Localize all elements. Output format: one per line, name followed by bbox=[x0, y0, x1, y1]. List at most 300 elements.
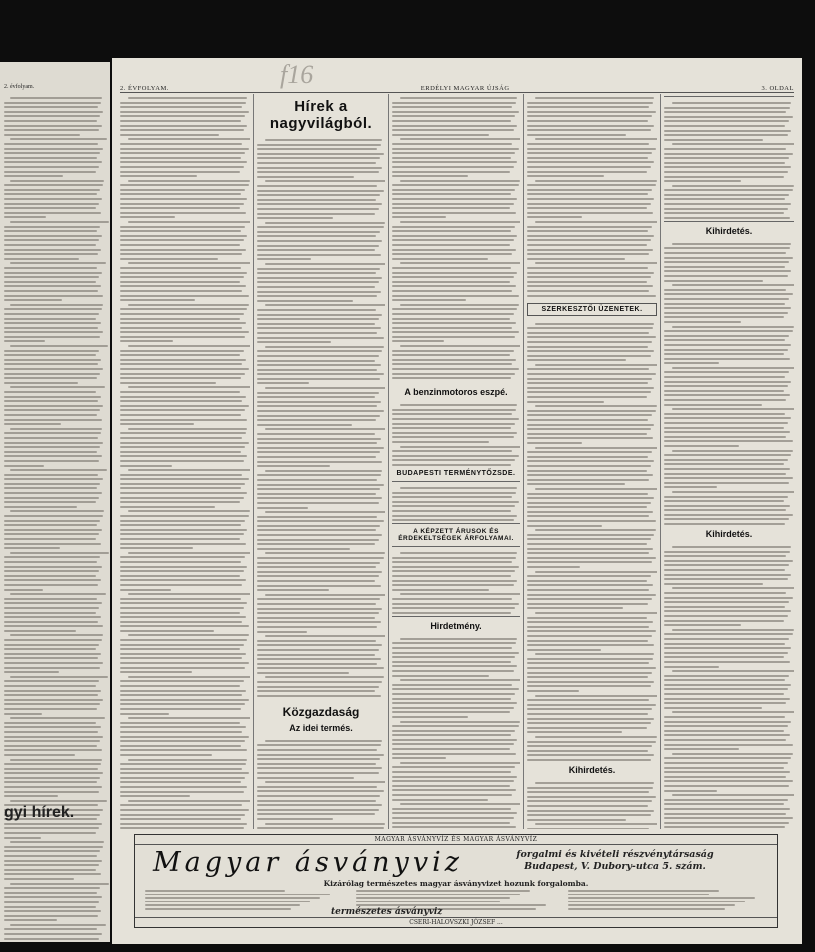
text-line bbox=[120, 533, 244, 535]
text-line bbox=[4, 446, 100, 448]
text-line bbox=[672, 491, 794, 493]
text-line bbox=[120, 501, 240, 503]
text-line bbox=[257, 474, 381, 476]
text-line bbox=[128, 634, 249, 636]
text-line bbox=[527, 502, 651, 504]
text-line bbox=[664, 518, 789, 520]
heading-hirek: Hírek a nagyvilágból. bbox=[269, 98, 373, 132]
text-line bbox=[4, 129, 99, 131]
heading-szerkesztoi-uzenetek: SZERKESZTŐI ÜZENETEK. bbox=[527, 303, 657, 316]
text-line bbox=[664, 615, 788, 617]
text-line bbox=[4, 442, 103, 444]
text-line bbox=[535, 138, 657, 140]
column-2-text-a bbox=[257, 136, 385, 697]
text-line bbox=[265, 676, 384, 678]
text-line bbox=[4, 708, 97, 710]
text-line bbox=[4, 313, 99, 315]
text-line bbox=[4, 772, 103, 774]
text-line bbox=[257, 148, 377, 150]
text-line bbox=[265, 740, 383, 742]
text-line bbox=[392, 432, 517, 434]
text-line bbox=[10, 717, 105, 719]
ad-list-line bbox=[145, 901, 310, 903]
text-line bbox=[392, 656, 515, 658]
text-line bbox=[527, 506, 647, 508]
text-line bbox=[265, 428, 385, 430]
text-line bbox=[120, 648, 240, 650]
text-line bbox=[392, 519, 514, 521]
text-line bbox=[257, 534, 382, 536]
text-line bbox=[4, 538, 96, 540]
text-line bbox=[400, 679, 520, 681]
text-line bbox=[120, 432, 246, 434]
running-head-center: ERDÉLYI MAGYAR ÚJSÁG bbox=[420, 85, 510, 92]
text-line bbox=[4, 373, 100, 375]
text-line bbox=[664, 592, 786, 594]
text-line bbox=[527, 129, 651, 131]
text-line bbox=[664, 339, 785, 341]
text-line bbox=[257, 658, 381, 660]
text-line bbox=[392, 730, 515, 732]
text-line bbox=[392, 812, 517, 814]
text-line bbox=[664, 203, 791, 205]
text-line bbox=[664, 353, 784, 355]
text-line bbox=[120, 653, 246, 655]
text-line bbox=[4, 290, 98, 292]
text-line bbox=[257, 240, 382, 242]
text-line bbox=[664, 130, 791, 132]
text-line bbox=[664, 252, 786, 254]
text-line bbox=[527, 244, 647, 246]
text-line bbox=[527, 387, 654, 389]
text-line bbox=[535, 529, 656, 531]
text-line bbox=[257, 502, 379, 504]
text-line bbox=[4, 125, 102, 127]
text-line bbox=[664, 633, 793, 635]
column-3-text-b bbox=[392, 401, 520, 466]
text-line bbox=[120, 768, 242, 770]
text-line bbox=[664, 790, 717, 792]
text-line bbox=[120, 487, 241, 489]
text-line bbox=[4, 887, 100, 889]
text-line bbox=[120, 129, 244, 131]
text-line bbox=[392, 589, 489, 591]
text-line bbox=[120, 703, 245, 705]
text-line bbox=[4, 690, 101, 692]
text-line bbox=[527, 161, 654, 163]
text-line bbox=[128, 800, 250, 802]
text-line bbox=[392, 702, 517, 704]
text-line bbox=[257, 258, 311, 260]
text-line bbox=[664, 505, 790, 507]
text-line bbox=[392, 734, 511, 736]
text-line bbox=[392, 272, 517, 274]
text-line bbox=[257, 231, 380, 233]
text-line bbox=[4, 520, 100, 522]
text-line bbox=[392, 295, 519, 297]
text-line bbox=[257, 772, 379, 774]
text-line bbox=[392, 575, 511, 577]
text-line bbox=[4, 465, 44, 467]
text-line bbox=[527, 580, 647, 582]
text-line bbox=[4, 276, 99, 278]
text-line bbox=[257, 171, 379, 173]
text-line bbox=[664, 817, 793, 819]
text-line bbox=[265, 304, 385, 306]
text-line bbox=[527, 115, 652, 117]
text-line bbox=[4, 795, 58, 797]
text-line bbox=[392, 427, 511, 429]
text-line bbox=[257, 507, 308, 509]
text-line bbox=[120, 791, 244, 793]
text-line bbox=[527, 828, 649, 829]
text-line bbox=[527, 791, 649, 793]
column-rule bbox=[253, 94, 254, 829]
text-line bbox=[4, 322, 101, 324]
text-line bbox=[4, 589, 43, 591]
text-line bbox=[120, 708, 241, 710]
text-line bbox=[392, 148, 519, 150]
text-line bbox=[535, 262, 657, 264]
text-line bbox=[4, 630, 76, 632]
text-line bbox=[664, 427, 784, 429]
running-head-left: 2. ÉVFOLYAM. bbox=[120, 85, 169, 92]
text-line bbox=[527, 644, 654, 646]
text-line bbox=[257, 410, 384, 412]
text-line bbox=[120, 736, 249, 738]
text-line bbox=[257, 268, 380, 270]
text-line bbox=[392, 106, 512, 108]
text-line bbox=[257, 763, 376, 765]
text-line bbox=[128, 676, 250, 678]
text-line bbox=[672, 326, 794, 328]
text-line bbox=[120, 763, 246, 765]
text-line bbox=[257, 640, 376, 642]
text-line bbox=[672, 587, 794, 589]
text-line bbox=[257, 818, 333, 820]
text-line bbox=[4, 460, 99, 462]
text-line bbox=[4, 474, 98, 476]
text-line bbox=[664, 422, 788, 424]
text-line bbox=[664, 707, 762, 709]
text-line bbox=[392, 607, 515, 609]
text-line bbox=[257, 790, 384, 792]
text-line bbox=[664, 496, 788, 498]
text-line bbox=[120, 795, 190, 797]
text-line bbox=[4, 639, 102, 641]
text-line bbox=[10, 345, 108, 347]
text-line bbox=[527, 125, 654, 127]
text-line bbox=[120, 400, 242, 402]
text-line bbox=[527, 515, 649, 517]
text-line bbox=[664, 688, 788, 690]
text-line bbox=[10, 841, 104, 843]
mineral-water-advertisement bbox=[134, 834, 778, 928]
column-2-text-b bbox=[257, 737, 385, 829]
text-line bbox=[120, 396, 246, 398]
text-line bbox=[257, 566, 376, 568]
text-line bbox=[392, 711, 510, 713]
text-line bbox=[664, 776, 786, 778]
column-3-text-a bbox=[392, 94, 520, 379]
text-line bbox=[664, 362, 719, 364]
text-line bbox=[527, 239, 651, 241]
text-line bbox=[4, 850, 100, 852]
text-line bbox=[527, 667, 656, 669]
text-line bbox=[120, 276, 244, 278]
text-line bbox=[120, 405, 249, 407]
text-line bbox=[4, 556, 100, 558]
text-line bbox=[392, 184, 519, 186]
text-line bbox=[4, 533, 99, 535]
ad-subtitle: Kizárólag természetes magyar ásványvizet hozunk forgalomba. bbox=[323, 879, 589, 888]
text-line bbox=[392, 725, 519, 727]
text-line bbox=[392, 244, 510, 246]
text-line bbox=[527, 148, 656, 150]
text-line bbox=[664, 473, 786, 475]
text-line bbox=[4, 892, 97, 894]
text-line bbox=[527, 566, 580, 568]
text-line bbox=[257, 767, 382, 769]
text-line bbox=[672, 185, 794, 187]
text-line bbox=[257, 603, 376, 605]
text-line bbox=[664, 762, 788, 764]
text-line bbox=[120, 212, 246, 214]
text-line bbox=[257, 488, 380, 490]
text-line bbox=[392, 203, 514, 205]
text-line bbox=[257, 465, 330, 467]
text-line bbox=[527, 635, 652, 637]
column-5-text-a bbox=[664, 240, 794, 525]
text-line bbox=[535, 571, 657, 573]
text-line bbox=[400, 345, 520, 347]
text-line bbox=[128, 180, 250, 182]
text-line bbox=[120, 478, 249, 480]
text-line bbox=[664, 194, 789, 196]
text-line bbox=[392, 413, 512, 415]
text-line bbox=[527, 584, 653, 586]
text-line bbox=[4, 547, 60, 549]
text-line bbox=[664, 148, 786, 150]
text-line bbox=[664, 289, 786, 291]
text-line bbox=[664, 744, 793, 746]
text-line bbox=[664, 198, 785, 200]
text-line bbox=[120, 244, 240, 246]
text-line bbox=[527, 548, 653, 550]
text-line bbox=[400, 404, 518, 406]
text-line bbox=[664, 431, 790, 433]
text-line bbox=[527, 253, 649, 255]
text-line bbox=[120, 414, 241, 416]
text-line bbox=[392, 776, 517, 778]
text-line bbox=[527, 708, 652, 710]
text-line bbox=[4, 184, 103, 186]
text-line bbox=[527, 198, 654, 200]
text-line bbox=[120, 115, 245, 117]
text-line bbox=[257, 373, 384, 375]
text-line bbox=[535, 447, 657, 449]
text-line bbox=[392, 363, 512, 365]
text-line bbox=[120, 497, 244, 499]
text-line bbox=[257, 777, 354, 779]
text-line bbox=[120, 685, 240, 687]
text-line bbox=[257, 456, 376, 458]
text-line bbox=[257, 598, 380, 600]
text-line bbox=[120, 460, 244, 462]
text-line bbox=[4, 827, 99, 829]
text-line bbox=[672, 243, 792, 245]
text-line bbox=[4, 272, 102, 274]
text-line bbox=[4, 566, 102, 568]
text-line bbox=[120, 465, 172, 467]
text-line bbox=[527, 336, 656, 338]
text-line bbox=[392, 377, 511, 379]
text-line bbox=[257, 749, 377, 751]
text-line bbox=[257, 355, 379, 357]
text-line bbox=[664, 349, 788, 351]
text-line bbox=[120, 561, 241, 563]
text-line bbox=[4, 602, 102, 604]
text-line bbox=[664, 247, 790, 249]
text-line bbox=[4, 906, 96, 908]
text-line bbox=[664, 647, 791, 649]
text-line bbox=[392, 739, 517, 741]
text-line bbox=[10, 634, 103, 636]
text-line bbox=[257, 438, 381, 440]
text-line bbox=[664, 679, 785, 681]
text-line bbox=[257, 281, 379, 283]
text-line bbox=[265, 635, 385, 637]
text-line bbox=[664, 445, 739, 447]
text-line bbox=[664, 661, 790, 663]
text-line bbox=[10, 304, 103, 306]
text-line bbox=[392, 647, 512, 649]
text-line bbox=[4, 878, 74, 880]
text-line bbox=[392, 652, 519, 654]
text-line bbox=[664, 730, 784, 732]
text-line bbox=[392, 753, 516, 755]
text-line bbox=[4, 115, 100, 117]
text-line bbox=[120, 267, 241, 269]
text-line bbox=[400, 221, 520, 223]
text-line bbox=[527, 676, 648, 678]
text-line bbox=[4, 414, 97, 416]
text-line bbox=[664, 189, 793, 191]
text-line bbox=[257, 626, 377, 628]
text-line bbox=[392, 253, 512, 255]
text-line bbox=[128, 97, 248, 99]
text-line bbox=[527, 474, 653, 476]
text-line bbox=[120, 566, 247, 568]
text-line bbox=[392, 826, 516, 828]
rates-table bbox=[392, 546, 520, 617]
text-line bbox=[257, 190, 384, 192]
text-line bbox=[664, 675, 789, 677]
text-line bbox=[392, 455, 519, 457]
text-line bbox=[257, 621, 381, 623]
text-line bbox=[120, 189, 245, 191]
text-line bbox=[527, 428, 651, 430]
text-line bbox=[257, 758, 380, 760]
text-line bbox=[664, 376, 785, 378]
text-line bbox=[257, 405, 377, 407]
text-line bbox=[527, 111, 656, 113]
text-line bbox=[392, 134, 489, 136]
text-line bbox=[400, 487, 518, 489]
text-line bbox=[4, 400, 98, 402]
text-line bbox=[664, 785, 789, 787]
text-line bbox=[664, 116, 793, 118]
text-line bbox=[392, 157, 511, 159]
text-line bbox=[257, 419, 376, 421]
text-line bbox=[4, 249, 101, 251]
text-line bbox=[664, 684, 791, 686]
text-line bbox=[392, 661, 511, 663]
text-line bbox=[257, 575, 379, 577]
text-line bbox=[257, 493, 376, 495]
text-line bbox=[120, 152, 245, 154]
text-line bbox=[120, 249, 246, 251]
text-line bbox=[672, 102, 792, 104]
text-line bbox=[664, 601, 789, 603]
text-line bbox=[392, 212, 516, 214]
text-line bbox=[527, 470, 647, 472]
text-line bbox=[527, 106, 649, 108]
text-line bbox=[664, 417, 791, 419]
text-line bbox=[120, 258, 218, 260]
text-line bbox=[527, 672, 652, 674]
text-line bbox=[120, 281, 240, 283]
text-line bbox=[664, 358, 790, 360]
text-line bbox=[527, 295, 656, 297]
text-line bbox=[527, 543, 647, 545]
text-line bbox=[10, 469, 107, 471]
text-line bbox=[527, 433, 647, 435]
text-line bbox=[120, 226, 245, 228]
column-3 bbox=[392, 94, 520, 829]
text-line bbox=[4, 685, 96, 687]
text-line bbox=[664, 399, 786, 401]
text-line bbox=[257, 167, 382, 169]
text-line bbox=[4, 726, 101, 728]
text-line bbox=[664, 436, 786, 438]
text-line bbox=[257, 341, 331, 343]
text-line bbox=[257, 520, 384, 522]
text-line bbox=[392, 285, 516, 287]
text-line bbox=[257, 199, 376, 201]
text-line bbox=[120, 731, 242, 733]
text-line bbox=[527, 175, 604, 177]
text-line bbox=[392, 436, 514, 438]
text-line bbox=[265, 594, 385, 596]
text-line bbox=[672, 670, 794, 672]
text-line bbox=[392, 817, 514, 819]
text-line bbox=[120, 340, 173, 342]
text-line bbox=[527, 143, 649, 145]
text-line bbox=[257, 557, 384, 559]
text-line bbox=[4, 621, 98, 623]
text-line bbox=[527, 557, 656, 559]
text-line bbox=[664, 454, 791, 456]
text-line bbox=[120, 253, 242, 255]
text-line bbox=[4, 846, 103, 848]
text-line bbox=[664, 748, 739, 750]
text-line bbox=[664, 500, 784, 502]
text-line bbox=[392, 313, 514, 315]
text-line bbox=[4, 561, 97, 563]
text-line bbox=[120, 804, 242, 806]
text-line bbox=[664, 693, 784, 695]
